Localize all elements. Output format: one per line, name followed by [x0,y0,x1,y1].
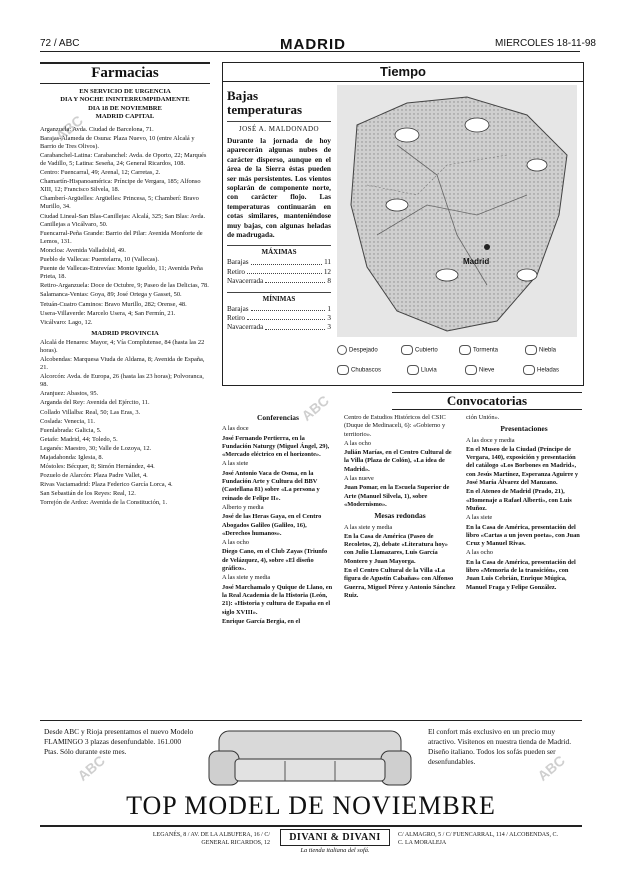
list-item: Coslada: Venecia, 11. [40,417,96,425]
temp-value: 3 [327,323,331,332]
header-rule [40,51,580,52]
min-temp-table [227,305,331,333]
list-item: A las siete y media [344,523,393,531]
ad-headline: TOP MODEL DE NOVIEMBRE [126,791,496,820]
temp-place: Navacerrada [227,276,264,285]
issue-date: MIERCOLES 18-11-98 [495,38,596,49]
temp-place: Retiro [227,267,245,276]
list-item: Majadahonda: Iglesia, 8. [40,454,104,461]
list-item: Enrique García Bergia, en el [222,617,301,625]
storm-icon [459,345,471,355]
convocatorias-section [222,392,582,712]
list-item: Pueblo de Vallecas: Puentelarra, 10 (Vallecas). [40,256,159,264]
list-item: En la Casa de América, presentación del libro «Cartas a un joven poeta», con Juan Cruz y Manuel Rivas. [466,523,580,548]
legend-label: Heladas [537,367,560,374]
temp-row [227,268,331,277]
convocatorias-title-bar [392,392,582,410]
subtitle-line: DIA Y NOCHE ININTERRUMPIDAMENTE [60,96,190,104]
list-item: A las doce [222,425,249,433]
list-item: Chamartín-Hispanoamérica: Príncipe de Vergara, 185; Alfonso XIII, 12; Francisco Silvela, 18. [40,178,201,194]
legend-label: Nieve [479,367,495,374]
fog-icon [525,345,537,355]
list-item: San Sebastián de los Reyes: Real, 12. [40,490,136,498]
temp-place: Navacerrada [227,323,264,332]
list-item: Julián Marías, en el Centro Cultural de la Villa (Plaza de Colón), «La idea de Madrid». [344,449,452,473]
list-item: Alberto y media [222,503,264,511]
legend-snow [465,365,494,375]
conferences-heading: Conferencias [257,413,299,422]
list-item: Juan Pomar, en la Escuela Superior de Arte (Manuel Silvela, 1), sobre «Modernismo». [344,484,450,508]
weather-title-bar [223,63,583,82]
pharmacies-subtitle [40,88,210,122]
weather-legend [337,341,581,383]
advertisement [40,720,582,869]
temp-value: 8 [327,276,331,285]
capital-list [40,126,210,327]
rain-icon [407,365,419,375]
convocatorias-col-1 [222,414,334,627]
list-item: Centro: Fuencarral, 49; Arenal, 12; Carretas, 2. [40,169,161,177]
brand-logo [280,829,390,854]
list-item: Rivas Vaciamadrid: Plaza Federico García Lorca, 4. [40,481,173,489]
temp-row [227,314,331,323]
legend-label: Cubierto [415,347,438,354]
list-item: A las ocho [344,439,371,447]
map-city-label: Madrid [463,257,490,266]
max-temp-title: MÁXIMAS [227,245,331,256]
list-item: Diego Cano, en el Club Zayas (Triunfo de Velázquez, 4), sobre «El diseño gráfico». [222,548,328,573]
weather-byline: JOSÉ A. MALDONADO [238,125,320,133]
temp-place: Retiro [227,314,245,323]
list-item: Leganés: Maestro, 30; Valle de Lozoya, 12. [40,444,152,452]
page-header [0,38,620,58]
list-item: Aranjuez: Abastos, 95. [40,390,99,398]
list-item: Puente de Vallecas-Entrevías: Monte Igueldo, 11; Avenida Peña Prieta, 18. [40,265,203,281]
presentations-heading: Presentaciones [500,424,548,434]
list-item: Retiro-Arganzuela: Doce de Octubre, 9; Paseo de las Delicias, 78. [40,282,209,290]
legend-label: Lluvia [421,367,437,374]
weather-text: Durante la jornada de hoy aparecerán algunas nubes de carácter disperso, aunque en el área de la Sierra éstas pueden ser más persistentes. Los vientos soplarán de componente norte, con carácter flojo. Las temperaturas continuarán en cotas similares, manteniéndose muy bajas, con algunas heladas de madrugada. [227,136,331,240]
snow-icon [465,365,477,375]
legend-clear [337,345,378,355]
pharmacies-box [40,62,210,702]
list-item: Ciudad Lineal-San Blas-Canillejas: Alcalá, 325; San Blas: Avda. Canillejas a Vicálvaro, 50. [40,212,206,228]
sun-icon [337,345,347,355]
legend-label: Despejado [349,347,378,354]
legend-storm [459,345,498,355]
temp-row [227,305,331,314]
weather-map [337,85,577,337]
list-item: Salamanca-Ventas: Goya, 89; José Ortega y Gasset, 50. [40,291,182,299]
list-item: Tetuán-Cuatro Caminos: Bravo Murillo, 282; Orense, 48. [40,300,187,308]
ad-right-text: El confort más exclusivo en un precio muy atractivo. Visítenos en nuestra tienda de Madrid. Diseño italiano. Todos los sofás pueden ser desenfundables. [428,727,572,766]
list-item: Móstoles: Bécquer, 8; Simón Hernández, 44. [40,463,155,471]
brand-tagline: La tienda italiana del sofá. [300,847,370,854]
list-item: Torrejón de Ardoz: Avenida de la Constitución, 1. [40,499,168,507]
list-item: Fuencarral-Peña Grande: Barrio del Pilar: Avenida Monforte de Lemos, 131. [40,229,203,245]
province-heading: MADRID PROVINCIA [91,329,159,337]
list-item: José Fernando Pertierra, en la Fundación Naturgy (Miguel Ángel, 29), «Mercado eléctrico en el horizonte». [222,434,330,459]
cloud-icon [401,345,413,355]
temp-place: Barajas [227,305,249,314]
watermark: ABC [298,392,332,424]
list-item: Vicálvaro: Lago, 12. [40,318,93,326]
brand-name: DIVANI & DIVANI [280,829,390,846]
list-item: Collado Villalba: Real, 50; Las Eras, 3. [40,408,141,416]
weather-text-column [227,89,331,333]
list-item: Centro de Estudios Históricos del CSIC (Duque de Medinaceli, 6): «Gobierno y territorio». [344,414,446,438]
legend-label: Chubascos [351,367,382,374]
list-item: Carabanchel-Latina: Carabanchel: Avda. de Oporto, 22; Marqués de Vadillo, 5; Latina: Seseña, 24; General Ricardos, 108. [40,151,207,167]
weather-box [222,62,584,386]
ad-address-left: LEGANÉS, 8 / AV. DE LA ALBUFERA, 16 / C/ GENERAL RICARDOS, 12 [152,832,270,846]
ad-address-right: C/ ALMAGRO, 5 / C/ FUENCARRAL, 114 / ALCOBENDAS, C. C. LA MORALEJA [398,832,558,846]
list-item: A las siete [222,460,249,468]
list-item: A las ocho [466,549,493,557]
list-item: José Antonio Vaca de Osma, en la Fundación Arte y Cultura del BBV (Castellana 81) sobre «La persona y reinado de Felipe II». [222,469,320,502]
round-tables-heading: Mesas redondas [374,511,426,521]
temp-row [227,277,331,286]
page-number: 72 / ABC [40,38,80,49]
watermark: ABC [74,752,108,784]
weather-headline: Bajas temperaturas [227,88,303,117]
list-item: Moncloa: Avenida Valladolid, 49. [40,246,126,254]
list-item: Fuenlabrada: Galicia, 5. [40,426,102,434]
showers-icon [337,365,349,375]
list-item: En el Museo de la Ciudad (Príncipe de Vergara, 140), exposición y presentación del catálogo «Los Borbones en Madrid», con Jesús Martínez, Esperanza Aguirre y José María Álvarez del Manzano. [466,445,579,487]
sofa-image [205,725,415,791]
list-item: A las ocho [222,539,249,547]
province-list [40,339,210,508]
list-item: Alcalá de Henares: Mayor, 4; Vía Complutense, 84 (hasta las 22 horas). [40,338,205,354]
list-item: En la Casa de América, presentación del libro «Memoria de la transición», con Juan Luis Cebrián, Enrique Múgica, Manuel Fraga y Felipe González. [466,558,576,591]
min-temp-title: MÍNIMAS [227,292,331,303]
legend-rain [407,365,437,375]
convocatorias-title: Convocatorias [446,393,528,408]
list-item: José Marchamalo y Quique de Llano, en la Real Academia de la Historia (León, 21): «Historia y cultura de España en el siglo XVIII». [222,583,333,616]
temp-value: 1 [327,305,331,314]
legend-showers [337,365,381,375]
list-item: Alcorcón: Avda. de Europa, 26 (hasta las 23 horas); Polvoranca, 98. [40,373,204,389]
list-item: Pozuelo de Alarcón: Plaza Padre Vallet, 4. [40,472,148,480]
list-item: Barajas-Alameda de Osuna: Plaza Nuevo, 10 (entre Alcalá y Barrio de Tres Olivos). [40,134,195,150]
section-title: MADRID [280,36,346,53]
list-item: En el Centro Cultural de la Villa «La figura de Agustín Cabañas» con Alfonso Guerra, Miguel Pérez y Antonio Sánchez Ruiz. [344,567,456,599]
list-item: A las siete y media [222,574,271,582]
list-item: A las siete [466,514,493,522]
temp-place: Barajas [227,258,249,267]
legend-label: Niebla [539,347,557,354]
list-item: En la Casa de América (Paseo de Recoletos, 2), debate «Literatura hoy» con Julio Llamazares, Luis García Montero y Juan Mayorga. [344,532,449,565]
list-item: Usera-Villaverde: Marcelo Usera, 4; San Fermín, 21. [40,309,176,317]
list-item: En el Ateneo de Madrid (Prado, 21), «Homenaje a Rafael Alberti», con Luis Muñoz. [466,488,572,512]
legend-cloudy [401,345,438,355]
list-item: ción Unión». [466,414,500,421]
subtitle-line: MADRID CAPITAL [95,113,155,121]
list-item: A las nueve [344,475,374,483]
max-temp-table [227,258,331,286]
temp-value: 12 [323,267,331,276]
weather-title: Tiempo [380,64,426,79]
temp-row [227,258,331,267]
list-item: Getafe: Madrid, 44; Toledo, 5. [40,435,118,443]
legend-label: Tormenta [473,347,499,354]
subtitle-line: DIA 18 DE NOVIEMBRE [88,104,162,112]
list-item: Arganda del Rey: Avenida del Ejército, 11. [40,399,150,407]
list-item: Chamberí-Argüelles: Argüelles: Princesa, 5; Chamberí: Bravo Murillo, 34. [40,195,199,211]
list-item: José de las Heras Gaya, en el Centro Abogados Galileo (Galileo, 16), «Derechos humanos». [222,513,322,537]
pharmacies-title: Farmacias [40,62,210,84]
list-item: Alcobendas: Marquesa Viuda de Aldama, 8; Avenida de España, 21. [40,355,205,372]
temp-value: 3 [327,314,331,323]
frost-icon [523,365,535,375]
legend-fog [525,345,556,355]
list-item: A las doce y media [466,436,515,444]
convocatorias-col-3 [466,414,582,593]
convocatorias-col-2 [344,414,456,601]
subtitle-line: EN SERVICIO DE URGENCIA [79,88,171,95]
watermark: ABC [52,112,86,144]
region-map-graphic [337,85,577,337]
ad-left-text: Desde ABC y Rioja presentamos el nuevo Modelo FLAMINGO 3 plazas desenfundable. 161.000 Ptas. Sólo durante este mes. [44,727,194,756]
temp-value: 11 [324,258,331,267]
watermark: ABC [534,752,568,784]
legend-frost [523,365,559,375]
list-item: Arganzuela: Avda. Ciudad de Barcelona, 71. [40,125,154,133]
temp-row [227,323,331,332]
